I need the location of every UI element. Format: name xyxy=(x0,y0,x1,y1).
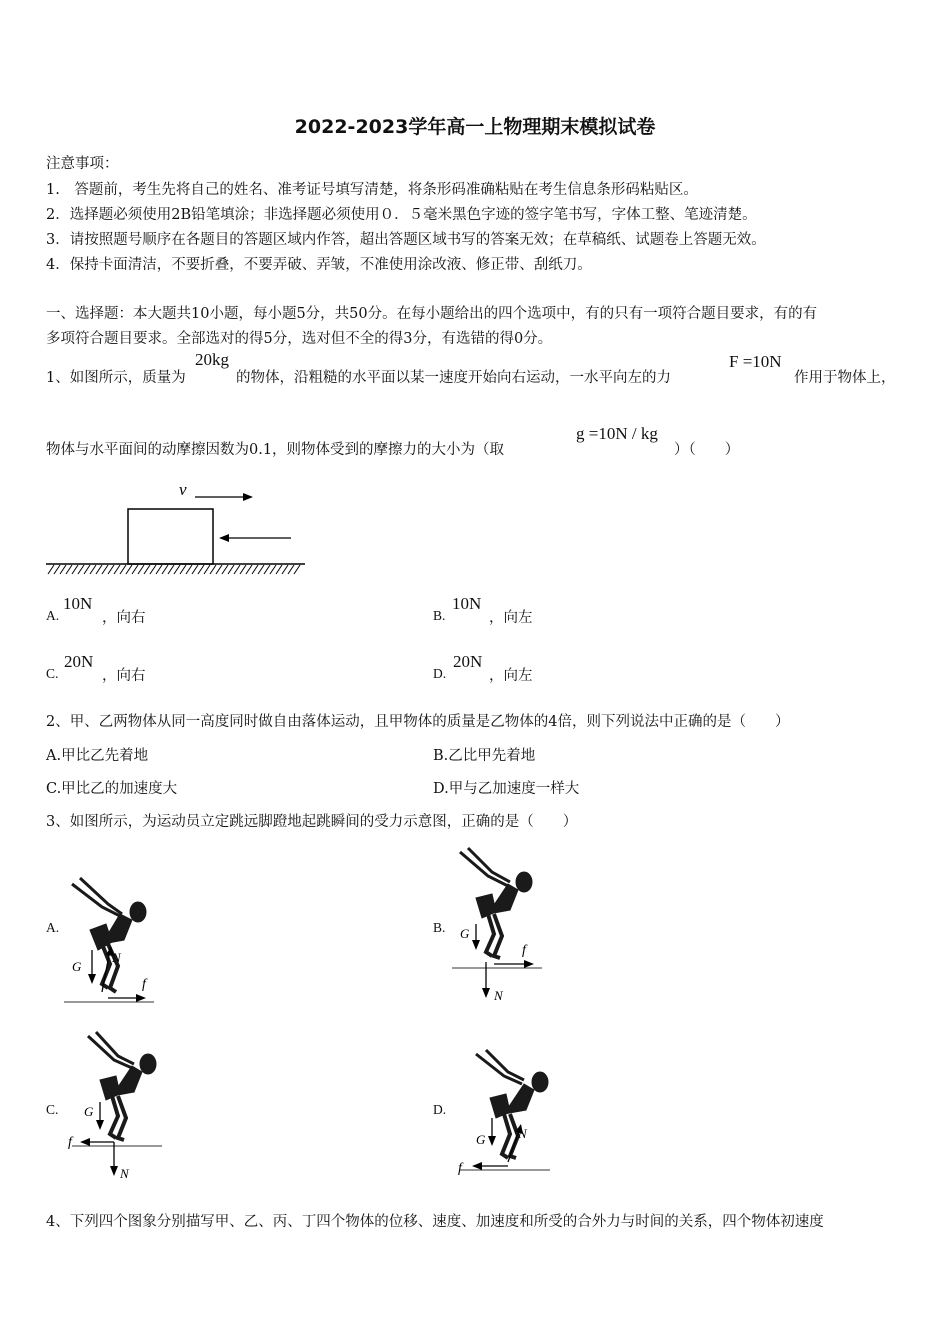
normal-label: N xyxy=(112,950,121,965)
notice-item-2: 2．选择题必须使用2B铅笔填涂；非选择题必须使用０．５毫米黑色字迹的签字笔书写，字体工整、笔迹清楚。 xyxy=(46,207,757,223)
ground-hatching xyxy=(48,565,300,574)
svg-text:N: N xyxy=(120,1166,129,1181)
q2-option-d[interactable]: D.甲与乙加速度一样大 xyxy=(433,781,580,797)
velocity-label: v xyxy=(179,480,187,499)
q1-stem-part-2: 的物体，沿粗糙的水平面以某一速度开始向右运动，一水平向左的力 xyxy=(236,370,671,386)
q3-option-a-letter[interactable]: A. xyxy=(46,920,60,935)
notice-heading: 注意事项： xyxy=(46,156,119,172)
section-intro-line-1: 一、选择题：本大题共10小题，每小题5分，共50分。在每小题给出的四个选项中，有的只有一项符合题目要求，有的有 xyxy=(46,306,818,322)
q2-option-a[interactable]: A.甲比乙先着地 xyxy=(46,748,149,764)
notice-item-1: 1. 答题前，考生先将自己的姓名、准考证号填写清楚，将条形码准确粘贴在考生信息条形码粘贴区。 xyxy=(46,182,698,198)
svg-text:f: f xyxy=(458,1161,462,1176)
athlete-icon xyxy=(72,878,146,992)
svg-text:f: f xyxy=(68,1135,72,1150)
q1-stem-part-5: ）（ ） xyxy=(674,442,740,458)
svg-text:N: N xyxy=(518,1126,527,1141)
q3-option-a-figure[interactable] xyxy=(62,872,172,1012)
notice-item-4: 4．保持卡面清洁，不要折叠，不要弄破、弄皱，不准使用涂改液、修正带、刮纸刀。 xyxy=(46,257,592,273)
q1-mass: 20kg xyxy=(195,350,229,369)
block xyxy=(128,509,213,564)
q2-stem: 2、甲、乙两物体从同一高度同时做自由落体运动，且甲物体的质量是乙物体的4倍，则下列说法中正确的是（ ） xyxy=(46,714,790,730)
gravity-label: G xyxy=(72,959,82,974)
svg-text:G: G xyxy=(84,1104,94,1119)
q1-stem-part-3: 作用于物体上， xyxy=(794,370,896,386)
q3-stem: 3、如图所示，为运动员立定跳远脚蹬地起跳瞬间的受力示意图，正确的是（ ） xyxy=(46,814,578,830)
q1-force: F =10N xyxy=(729,352,782,371)
page-title: 2022-2023学年高一上物理期末模拟试卷 xyxy=(294,116,656,138)
q4-stem: 4、下列四个图象分别描写甲、乙、丙、丁四个物体的位移、速度、加速度和所受的合外力与时间的关系，四个物体初速度 xyxy=(46,1214,824,1230)
q3-option-c-figure[interactable] xyxy=(62,1030,172,1190)
athlete-icon xyxy=(476,1050,548,1158)
athlete-icon xyxy=(460,848,532,958)
section-intro-line-2: 多项符合题目要求。全部选对的得5分，选对但不全的得3分，有选错的得0分。 xyxy=(46,331,553,347)
svg-text:G: G xyxy=(460,926,470,941)
q3-option-b-figure[interactable] xyxy=(450,846,560,1006)
svg-text:N: N xyxy=(494,988,503,1003)
q2-option-b[interactable]: B.乙比甲先着地 xyxy=(433,748,536,764)
notice-item-3: 3．请按照题号顺序在各题目的答题区域内作答，超出答题区域书写的答案无效；在草稿纸、试题卷上答题无效。 xyxy=(46,232,766,248)
friction-label: f xyxy=(142,977,146,992)
q3-option-d-figure[interactable] xyxy=(450,1046,560,1186)
q3-option-b-letter[interactable]: B. xyxy=(433,920,446,935)
q1-stem-part-1: 1、如图所示，质量为 xyxy=(46,370,186,386)
q1-figure xyxy=(40,478,320,578)
q2-option-c[interactable]: C.甲比乙的加速度大 xyxy=(46,781,178,797)
q3-option-d-letter[interactable]: D. xyxy=(433,1102,447,1117)
svg-text:f: f xyxy=(522,943,526,958)
svg-text:G: G xyxy=(476,1132,486,1147)
q1-stem-part-4: 物体与水平面间的动摩擦因数为0.1，则物体受到的摩擦力的大小为（取 xyxy=(46,442,505,458)
q3-option-c-letter[interactable]: C. xyxy=(46,1102,59,1117)
q1-gravity: g =10N / kg xyxy=(576,424,658,443)
